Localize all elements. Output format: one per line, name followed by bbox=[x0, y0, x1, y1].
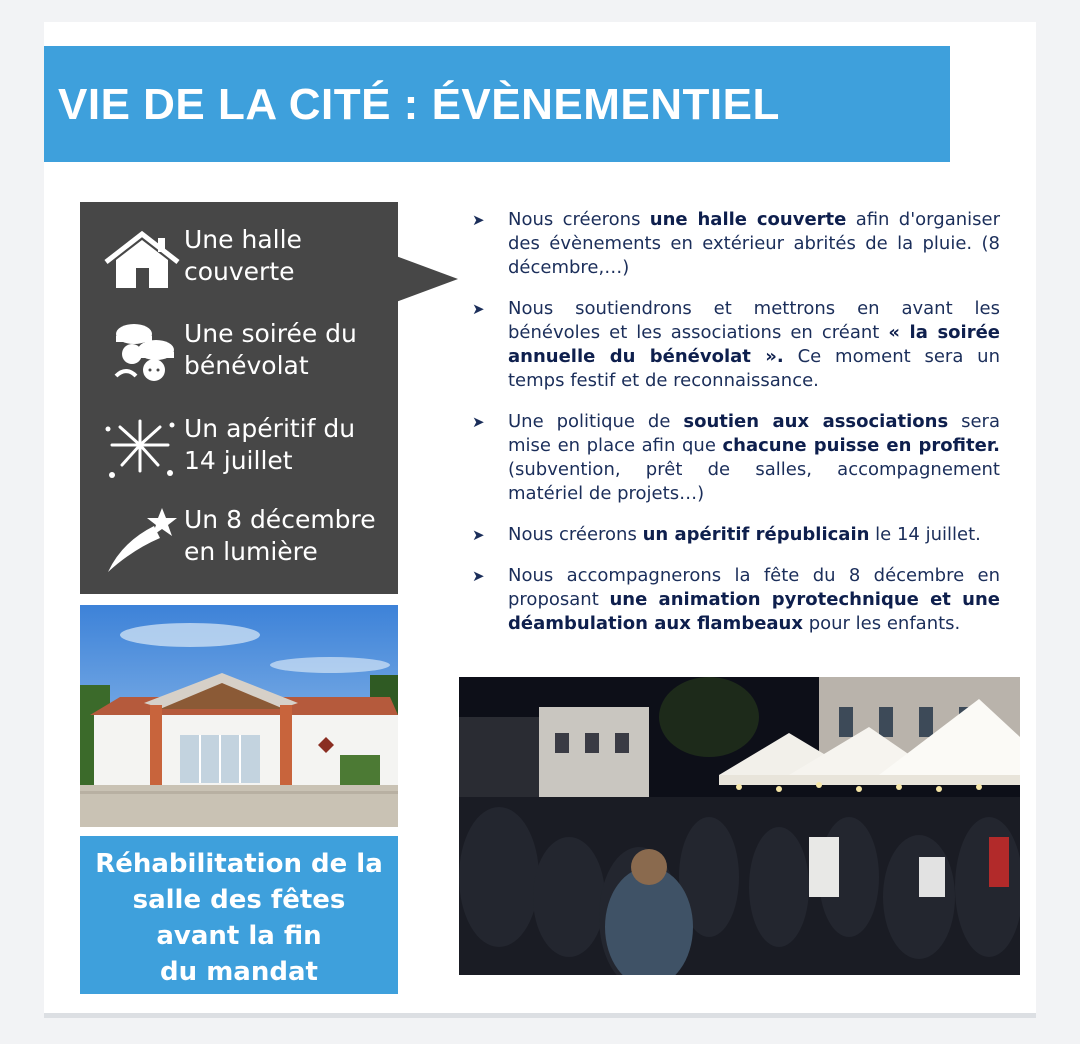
panel-pointer bbox=[396, 256, 458, 302]
features-panel bbox=[80, 202, 398, 594]
feature-halle bbox=[80, 220, 398, 296]
page-shadow bbox=[44, 1013, 1036, 1018]
feature-label: Une halle couverte bbox=[184, 225, 302, 286]
feature-label: Un 8 décembre en lumière bbox=[184, 505, 376, 566]
fireworks-icon bbox=[102, 415, 182, 485]
arrow-bullet-icon: ➤ bbox=[472, 413, 485, 431]
rehabilitation-callout: Réhabilitation de la salle des fêtes avant la fin du mandat bbox=[80, 836, 398, 994]
title-banner bbox=[44, 46, 950, 162]
house-icon bbox=[102, 226, 182, 296]
feature-aperitif bbox=[80, 409, 398, 485]
arrow-bullet-icon: ➤ bbox=[472, 567, 485, 585]
feature-label: Un apéritif du 14 juillet bbox=[184, 414, 356, 475]
shooting-star-icon bbox=[102, 506, 182, 576]
list-item: ➤ Nous créerons une halle couverte afin d'organiser des évènements en extérieur abrités de la pluie. (8 décembre,…) bbox=[472, 209, 1000, 278]
list-item: ➤ Nous soutiendrons et mettrons en avant les bénévoles et les associations en créant « la soirée annuelle du bénévolat ». Ce moment sera un temps festif et de reconnaissance. bbox=[472, 298, 1000, 391]
volunteers-icon bbox=[102, 320, 182, 390]
list-item: ➤ Une politique de soutien aux associations sera mise en place afin que chacune puisse en profiter. (subvention, prêt de salles, accompagnement matériel de projets…) bbox=[472, 411, 1000, 504]
arrow-bullet-icon: ➤ bbox=[472, 211, 485, 229]
feature-decembre bbox=[80, 500, 398, 576]
night-festival-photo bbox=[459, 677, 1020, 975]
salle-des-fetes-photo bbox=[80, 605, 398, 827]
list-item: ➤ Nous créerons un apéritif républicain le 14 juillet. bbox=[472, 524, 981, 545]
page-title: VIE DE LA CITÉ : ÉVÈNEMENTIEL bbox=[58, 80, 780, 129]
commitments-list bbox=[472, 208, 1000, 653]
feature-label: Une soirée du bénévolat bbox=[184, 319, 357, 380]
feature-benevolat bbox=[80, 314, 398, 390]
list-item: ➤ Nous accompagnerons la fête du 8 décembre en proposant une animation pyrotechnique et une déambulation aux flambeaux pour les enfants. bbox=[472, 565, 1000, 634]
arrow-bullet-icon: ➤ bbox=[472, 300, 485, 318]
arrow-bullet-icon: ➤ bbox=[472, 526, 485, 544]
